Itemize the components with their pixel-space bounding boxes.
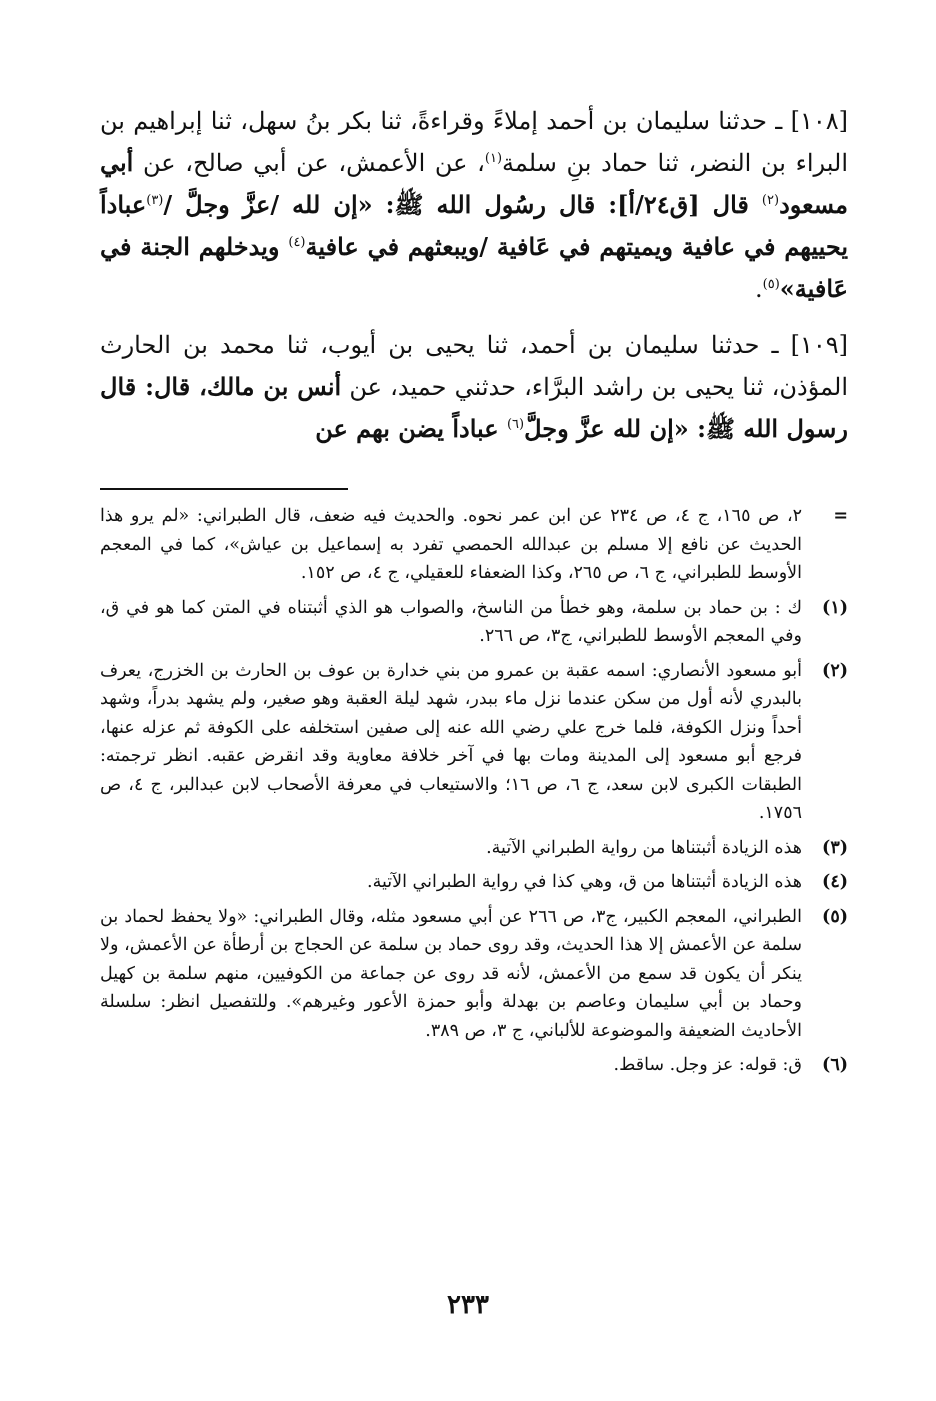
footnote-number: (٣) (822, 837, 848, 858)
footnote-text: ك : بن حماد بن سلمة، وهو خطأ من الناسخ، والصواب هو الذي أثبتناه في المتن كما هو في ق، وفي المعجم الأوسط للطبراني، ج٣، ص ٢٦٦. (100, 597, 802, 646)
footnote-text: أبو مسعود الأنصاري: اسمه عقبة بن عمرو من بني خدارة بن عوف بن الحارث بن الخزرج، يعرف بالبدري لأنه أول من سكن عندما نزل ماء ببدر، شهد ليلة العقبة وهو صغير، ولم يشهد بدراً، وشهد أحداً ونزل الكوفة، فلما خرج علي رضي الله عنه إلى صفين استخلفه على الكوفة ثم عزله عنها، فرجع أبو مسعود إلى المدينة ومات بها في آخر خلافة معاوية وقد انقرض عقبه. انظر ترجمته: الطبقات الكبرى لابن سعد، ج ٦، ص ١٦؛ والاستيعاب في معرفة الأصحاب لابن عبدالبر، ج ٤، ص ١٧٥٦. (100, 660, 802, 823)
manuscript-ref: قال [ق٢٤/أ]: (595, 190, 762, 219)
continuation-mark: = (833, 506, 848, 526)
footnote-1 (100, 594, 848, 651)
footnotes (100, 502, 848, 1080)
page-number: ٢٣٣ (447, 1290, 489, 1320)
footnote-4 (100, 868, 848, 897)
footnote-2 (100, 657, 848, 828)
footnote-5 (100, 903, 848, 1046)
hadith-108-isnad: [١٠٨] ـ حدثنا سليمان بن أحمد إملاءً وقراءةً، ثنا بكر بنُ سهل، ثنا إبراهيم بن البراء بن النضر، ثنا حماد بنِ سلمة (100, 107, 849, 177)
hadith-109-matn: أنس بن مالك، قال: قال رسول الله ﷺ: «إن لله عزَّ وجلَّ (100, 372, 848, 443)
hadith-108-isnad-cont: ، عن الأعمش، عن أبي صالح، عن (133, 149, 485, 177)
hadith-109-isnad: [١٠٩] ـ حدثنا سليمان بن أحمد، ثنا يحيى بن أيوب، ثنا محمد بن الحارث المؤذن، ثنا يحيى بن راشد البرَّاء، حدثني حميد، عن (100, 331, 848, 401)
hadith-108-matn-start: قال رسُول الله ﷺ: «إن لله /عزَّ وجلَّ / (163, 190, 596, 219)
hadith-108-matn: عباداً يحييهم في عافية ويميتهم في عَافية /ويبعثهم في عافية (100, 190, 849, 261)
footnote-number: (٢) (822, 660, 848, 681)
footnote-number: (١) (822, 597, 848, 618)
footnote-ref-5: (٥) (762, 277, 780, 292)
main-text (100, 100, 848, 450)
footnote-text: هذه الزيادة أثبتناها من رواية الطبراني الآتية. (486, 837, 802, 858)
footnote-ref-1: (١) (484, 151, 503, 166)
footnote-ref-4: (٤) (288, 235, 306, 250)
hadith-109-matn-cont: عباداً يضن بهم عن (315, 414, 507, 443)
hadith-108 (100, 100, 848, 310)
hadith-108-end: . (755, 275, 763, 303)
footnote-continuation-text: ٢، ص ١٦٥، ج ٤، ص ٢٣٤ عن ابن عمر نحوه. والحديث فيه ضعف، قال الطبراني: «لم يرو هذا الحديث عن نافع إلا مسلم بن عبدالله الحمصي تفرد به إسماعيل بن عياش»، كما في المعجم الأوسط للطبراني، ج ٦، ص ٢٦٥، وكذا الضعفاء للعقيلي، ج ٤، ص ١٥٢. (100, 506, 803, 583)
page-body (100, 100, 848, 1086)
footnote-ref-2: (٢) (761, 193, 780, 208)
footnote-number: (٦) (822, 1055, 848, 1075)
hadith-108-matn-end: ويدخلهم الجنة في عَافية» (100, 232, 848, 303)
footnote-number: (٤) (822, 872, 848, 892)
footnote-text: ق: قوله: عز وجل. ساقط. (613, 1055, 802, 1075)
narrator-name: أبي مسعود (100, 148, 848, 219)
footnote-continuation (100, 502, 848, 588)
footnote-ref-6: (٦) (506, 417, 525, 432)
footnote-3 (100, 834, 848, 863)
footnote-text: الطبراني، المعجم الكبير، ج٣، ص ٢٦٦ عن أبي مسعود مثله، وقال الطبراني: «ولا يحفظ لحماد بن سلمة عن الأعمش إلا هذا الحديث، وقد روى حماد بن سلمة عن الحجاج بن أرطأة عن الأعمش، ولا ينكر أن يكون قد سمع من الأعمش، لأنه قد روى عن جماعة من الكوفيين، منهم سلمة بن كهيل وحماد بن أبي سليمان وعاصم بن بهدلة وأبو حمزة الأعور وغيرهم». وللتفصيل انظر: سلسلة الأحاديث الضعيفة والموضوعة للألباني، ج ٣، ص ٣٨٩. (100, 906, 802, 1041)
footnote-ref-3: (٣) (146, 193, 164, 208)
footnote-number: (٥) (822, 906, 848, 927)
hadith-109 (100, 324, 848, 450)
footnote-text: هذه الزيادة أثبتناها من ق، وهي كذا في رواية الطبراني الآتية. (367, 872, 802, 892)
footnote-6 (100, 1051, 848, 1080)
footnote-divider (100, 488, 348, 490)
